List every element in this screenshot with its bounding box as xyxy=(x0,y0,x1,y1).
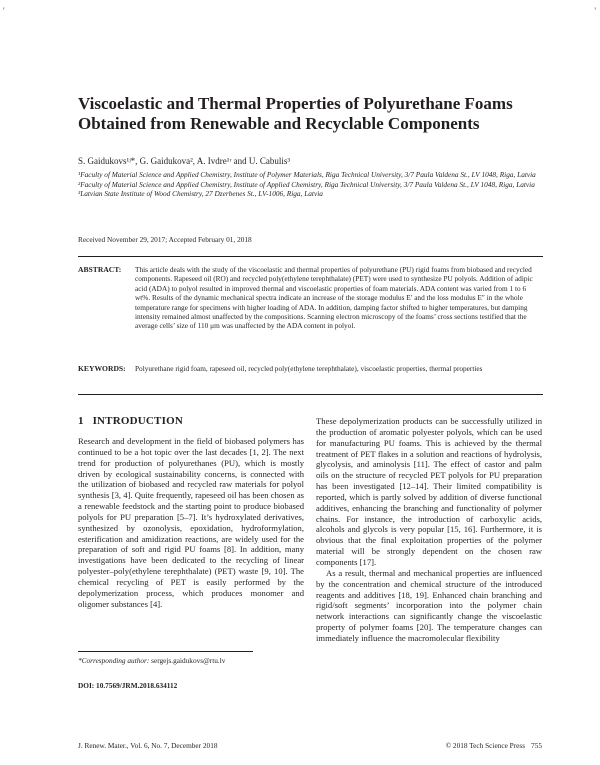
affiliations xyxy=(78,170,550,199)
keywords-text: Polyurethane rigid foam, rapeseed oil, recycled poly(ethylene terephthalate), viscoelastic properties, thermal properties xyxy=(135,364,483,373)
right-paragraph-1: These depolymerization products can be successfully utilized in the production of aromatic polyester polyols, which can be used for manufacturing PU foams. This is achieved by the thermal treatment of PET flakes in a solution and reactions of hydrolysis, glycolysis, and aminolysis [11]. The effect of castor and palm oils on the structure of recycled PET polyols for PU preparation has been investigated [12–14]. Their limited compatibility is reported, which is partly solved by addition of diverse functional additives, enhancing the branching and functionality of polymer chains. For instance, the introduction of carboxylic acids, alcohols and glycols is very popular [15, 16]. Furthermore, it is obvious that the final exploitation properties of the polymer material will be strongly dependent on the chosen raw components [17]. xyxy=(316,416,542,567)
page-number: 755 xyxy=(531,741,542,750)
corner-mark-left: ' xyxy=(3,6,5,16)
abstract-text: This article deals with the study of the viscoelastic and thermal properties of polyurethane (PU) rigid foams from biobased and recycled components. Rapeseed oil (RO) and recycled poly(ethylene terephthalate) (PET) were used to synthesize PU polyols. Addition of adipic acid (ADA) to polyol resulted in improved thermal and viscoelastic properties of foam materials. ADA content was varied from 1 to 6 wt%. Results of the dynamic mechanical spectra indicate an increase of the storage modulus E′ and the loss modulus E″ in the whole temperature range for specimens with higher loading of ADA. In addition, damping factor shifted to higher temperatures, but damping intensity remained almost unaffected by the compositions. Scanning electron microscopy of the foams’ cross sections testified that the average cells’ size of 110 μm was unaffected by the ADA content in polyol. xyxy=(135,265,533,331)
copyright: © 2018 Tech Science Press xyxy=(445,741,526,750)
keywords-bottom-rule xyxy=(78,394,543,395)
section-title: INTRODUCTION xyxy=(92,415,183,427)
corresponding-email[interactable]: sergejs.gaidukovs@rtu.lv xyxy=(151,656,226,665)
corresponding-author xyxy=(78,656,225,665)
corresponding-label: *Corresponding author: xyxy=(78,656,150,665)
author-list: S. Gaidukovs¹ʲ*, G. Gaidukova², A. Ivdre¹ʳ and U. Cabulis³ xyxy=(78,156,291,166)
section-number: 1 xyxy=(78,415,84,427)
affiliation-3: ³Latvian State Institute of Wood Chemistry, 27 Dzerbenes St., LV-1006, Riga, Latvia xyxy=(78,189,323,199)
abstract-top-rule xyxy=(78,256,543,257)
keywords-label: KEYWORDS: xyxy=(78,364,126,373)
journal-citation: J. Renew. Mater., Vol. 6, No. 7, December 2018 xyxy=(78,741,218,750)
doi[interactable]: DOI: 10.7569/JRM.2018.634112 xyxy=(78,681,178,690)
left-column xyxy=(78,436,304,610)
footer-right xyxy=(446,741,542,750)
corner-mark-right: ' xyxy=(594,6,596,16)
affiliation-2: ²Faculty of Material Science and Applied Chemistry, Institute of Applied Chemistry, Riga Technical University, 3/7 Paula Valdena St., LV 1048, Riga, Latvia xyxy=(78,179,535,189)
left-paragraph-1: Research and development in the field of biobased polymers has continued to be a hot topic over the last decades [1, 2]. The next trend for production of polyurethanes (PU), which is mostly driven by ecological sustainability concerns, is connected with the utilization of biobased and recycled raw materials for polyol synthesis [3, 4]. Quite frequently, rapeseed oil has been chosen as a renewable feedstock and the starting point to produce biobased polyols for PU preparation [5–7]. It’s hydroxylated derivatives, synthesized by ozonolysis, epoxidation, hydroformylation, esterification and amidization reactions, are widely used for the preparation of soft and rigid PU foams [8]. In addition, many investigations have been dedicated to the recycling of linear polyester–poly(ethylene terephthalate) (PET) waste [9, 10]. The chemical recycling of PET is easily performed by the depolymerization process, which produces monomer and oligomer substances [4]. xyxy=(78,436,304,609)
footnote-rule xyxy=(78,651,253,652)
affiliation-1: ¹Faculty of Material Science and Applied Chemistry, Institute of Polymer Materials, Riga Technical University, 3/7 Paula Valdena St., LV 1048, Riga, Latvia xyxy=(78,170,536,179)
section-heading xyxy=(78,415,183,427)
article-title: Viscoelastic and Thermal Properties of Polyurethane Foams Obtained from Renewable and Recyclable Components xyxy=(78,94,513,133)
abstract-label: ABSTRACT: xyxy=(78,265,122,274)
right-column xyxy=(316,416,542,644)
received-dates: Received November 29, 2017; Accepted February 01, 2018 xyxy=(78,235,252,244)
right-paragraph-2: As a result, thermal and mechanical properties are influenced by the concentration and chemical structure of the introduced reagents and additives [18, 19]. Enhanced chain branching and rigid/soft segments’ incorporation into the polymer chain network interactions can significantly change the viscoelastic property of polymer foams [20]. The temperature changes can immediately influence the macromolecular flexibility xyxy=(316,567,542,643)
